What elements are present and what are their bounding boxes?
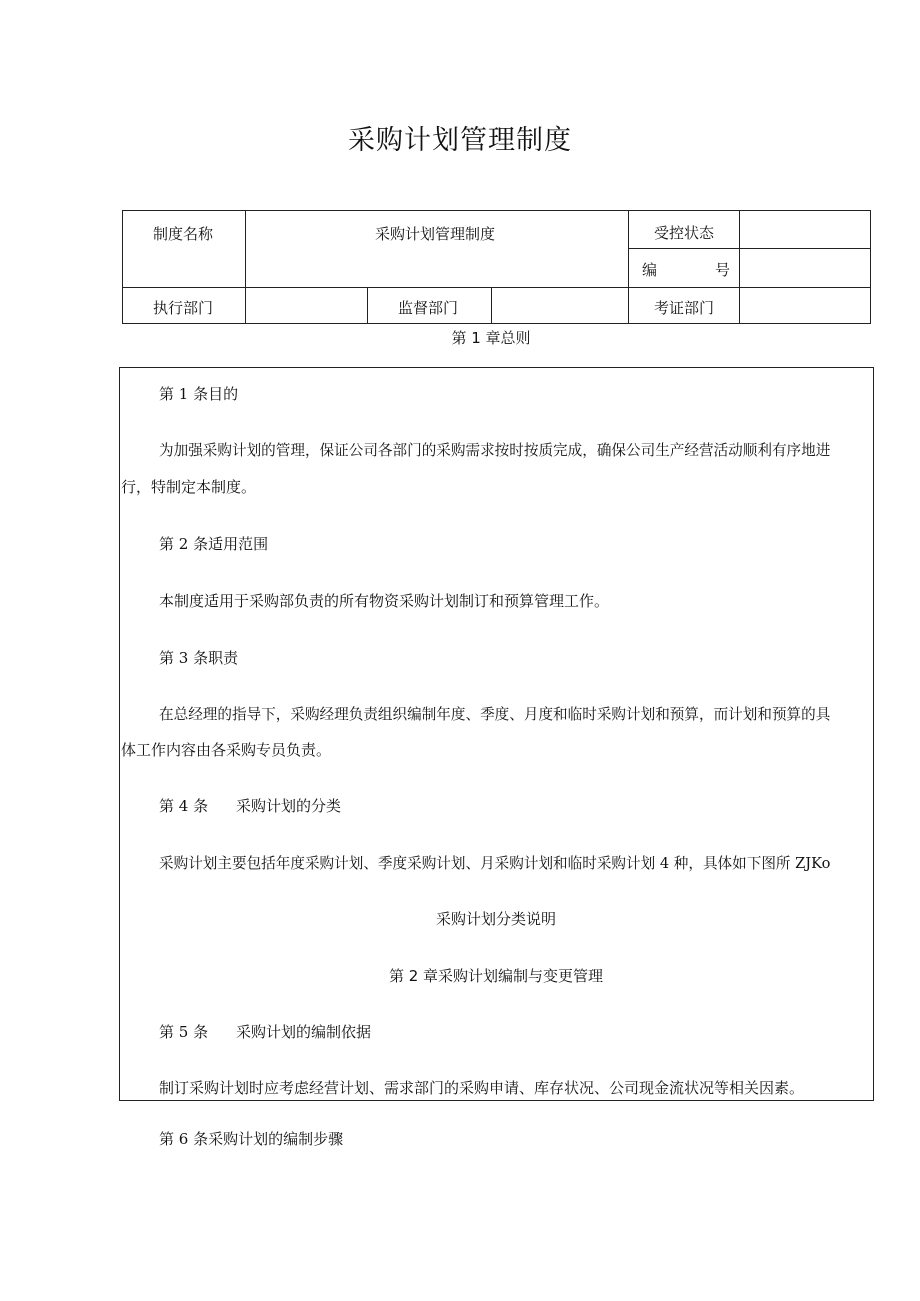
table-divider xyxy=(367,287,368,323)
article-1-heading: 第 1 条目的 xyxy=(159,385,239,403)
article-6-heading: 第 6 条采购计划的编制步骤 xyxy=(159,1130,344,1148)
article-3-line-2: 体工作内容由各采购专员负责。 xyxy=(121,741,332,759)
table-divider xyxy=(245,211,246,323)
article-5-body: 制订采购计划时应考虑经营计划、需求部门的采购申请、库存状况、公司现金流状况等相关因素。 xyxy=(159,1079,805,1097)
article-2-body: 本制度适用于采购部负责的所有物资采购计划制订和预算管理工作。 xyxy=(159,592,610,610)
document-title: 采购计划管理制度 xyxy=(348,125,572,156)
article-4-number: 第 4 条 xyxy=(159,797,209,815)
table-divider xyxy=(491,287,492,323)
exec-dept-label: 执行部门 xyxy=(153,299,214,317)
article-3-heading: 第 3 条职责 xyxy=(159,649,239,667)
article-4-body: 采购计划主要包括年度采购计划、季度采购计划、月采购计划和临时采购计划 4 种，具体如下图所 ZJKo xyxy=(159,855,831,872)
table-divider xyxy=(628,211,629,323)
article-1-line-2: 行，特制定本制度。 xyxy=(121,478,257,496)
article-3-line-1: 在总经理的指导下，采购经理负责组织编制年度、季度、月度和临时采购计划和预算，而计划和预算的具 xyxy=(159,706,831,723)
figure-caption: 采购计划分类说明 xyxy=(435,910,556,928)
policy-name-label: 制度名称 xyxy=(153,225,214,243)
table-divider xyxy=(739,211,740,323)
article-4-title: 采购计划的分类 xyxy=(236,797,342,815)
table-divider xyxy=(123,287,870,288)
verify-dept-label: 考证部门 xyxy=(654,299,715,317)
article-2-heading: 第 2 条适用范围 xyxy=(159,535,269,553)
article-5-title: 采购计划的编制依据 xyxy=(236,1023,372,1041)
article-1-line-1: 为加强采购计划的管理，保证公司各部门的采购需求按时按质完成，确保公司生产经营活动顺利有序地进 xyxy=(159,442,831,459)
supervise-dept-label: 监督部门 xyxy=(398,299,459,317)
chapter-1-heading: 第 1 章总则 xyxy=(451,329,531,347)
number-label-left: 编 xyxy=(642,261,658,279)
number-label-right: 号 xyxy=(715,261,731,279)
table-divider xyxy=(628,248,870,249)
header-table xyxy=(122,210,871,324)
chapter-2-heading: 第 2 章采购计划编制与变更管理 xyxy=(388,967,604,985)
control-status-label: 受控状态 xyxy=(654,224,715,242)
article-5-number: 第 5 条 xyxy=(159,1023,209,1041)
policy-name-value: 采购计划管理制度 xyxy=(375,225,496,243)
